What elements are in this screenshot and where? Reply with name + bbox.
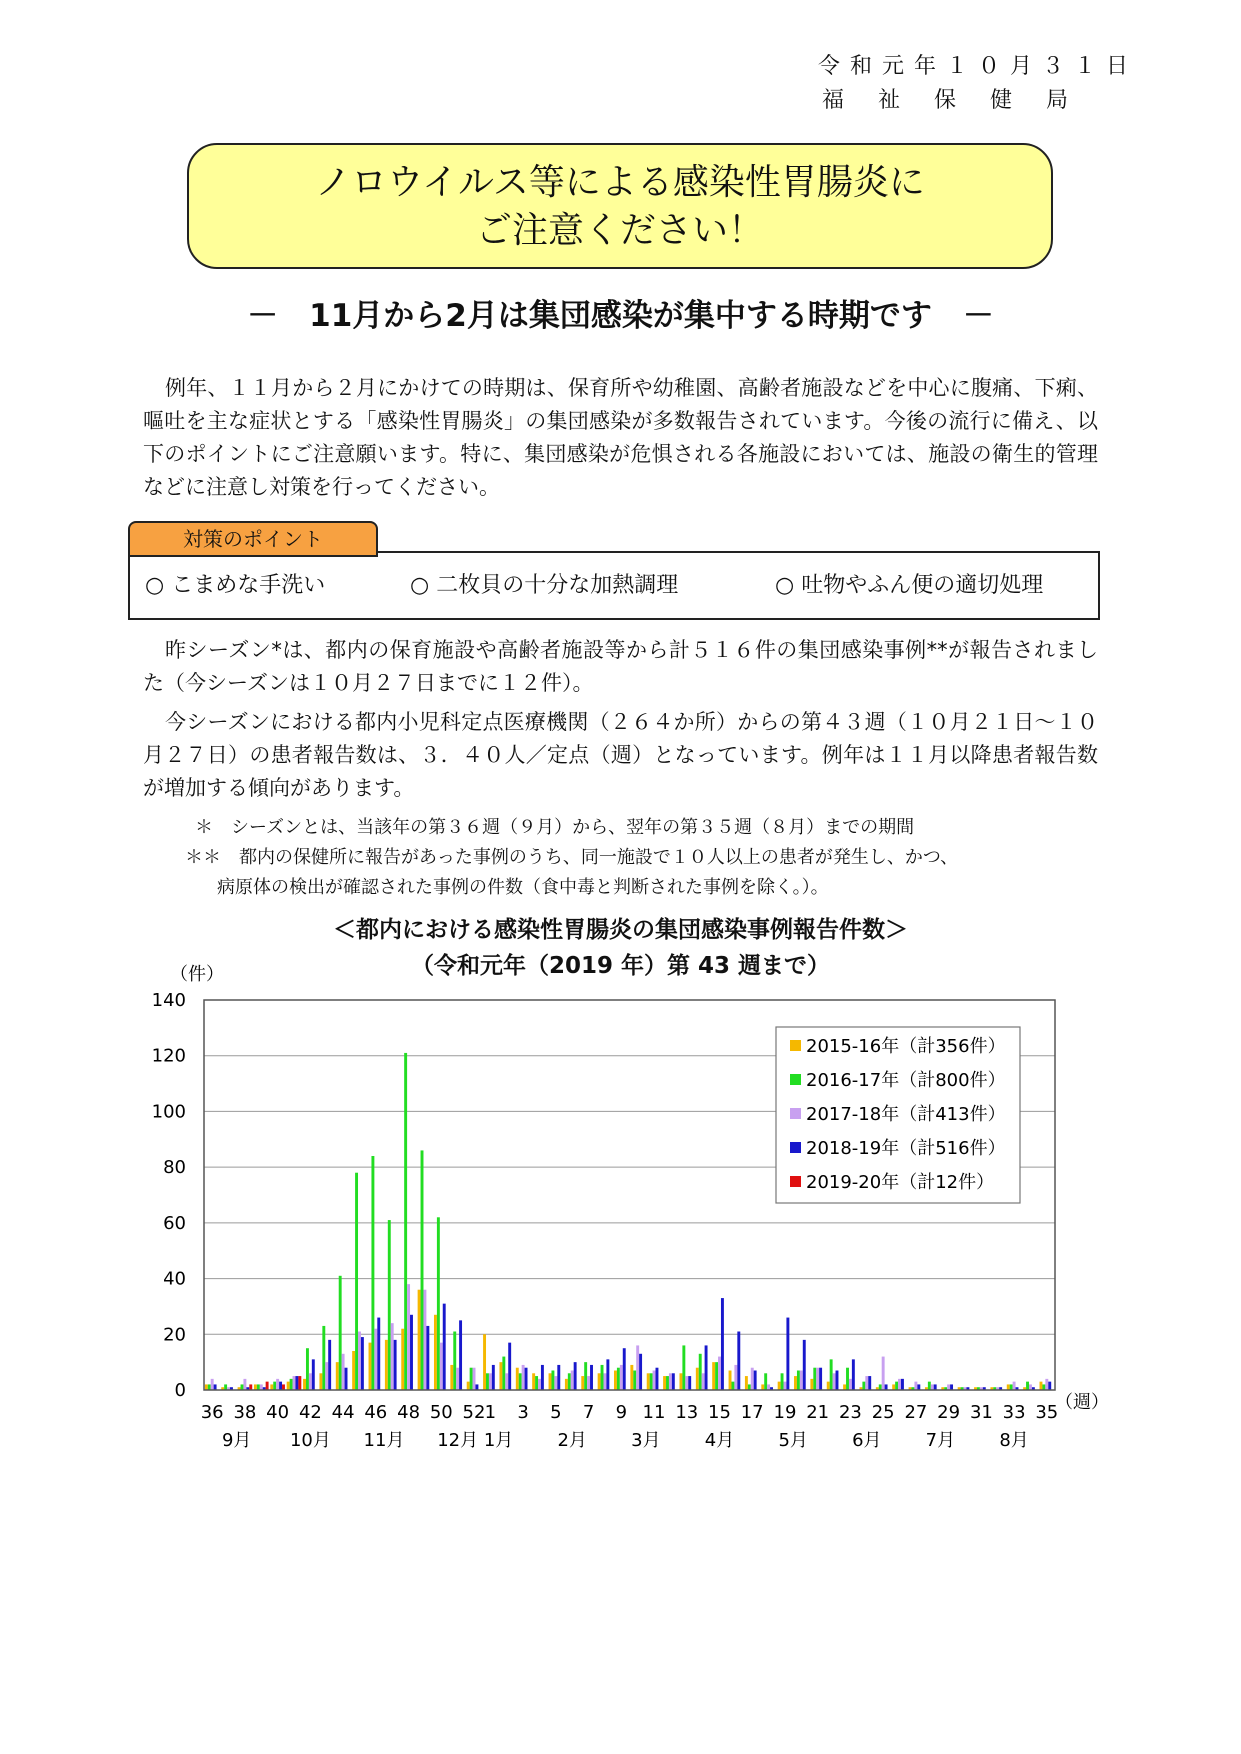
bar — [571, 1371, 574, 1391]
bar — [696, 1368, 699, 1390]
bar — [895, 1382, 898, 1390]
x-tick-label: 1 — [484, 1402, 497, 1423]
bar — [443, 1304, 446, 1390]
bar — [672, 1373, 675, 1390]
title-line-1: ノロウイルス等による感染性胃腸炎に — [315, 162, 925, 203]
bar — [426, 1326, 429, 1390]
bar — [786, 1318, 789, 1390]
bar — [298, 1376, 301, 1390]
bar — [745, 1376, 748, 1390]
x-tick-label: 48 — [397, 1402, 421, 1423]
bar — [721, 1298, 724, 1390]
bar — [892, 1384, 895, 1390]
x-tick-label: 42 — [298, 1402, 322, 1423]
bar — [492, 1365, 495, 1390]
x-tick-label: 23 — [838, 1402, 862, 1423]
bar — [590, 1365, 593, 1390]
bar — [388, 1220, 391, 1390]
bar — [737, 1332, 740, 1391]
department-name: 福祉保健局 — [822, 88, 1103, 113]
y-tick-label: 80 — [163, 1157, 186, 1179]
bar — [748, 1384, 751, 1390]
bar — [617, 1368, 620, 1390]
bar — [568, 1373, 571, 1390]
legend-swatch — [790, 1176, 801, 1187]
bar — [761, 1384, 764, 1390]
bar — [1042, 1384, 1045, 1390]
bar — [473, 1368, 476, 1390]
legend — [776, 1027, 1020, 1203]
bar — [394, 1340, 397, 1390]
current-season-paragraph: 今シーズンにおける都内小児科定点医療機関（２６４か所）からの第４３週（１０月２１日～１０月２７日）の患者報告数は、３．４０人／定点（週）となっています。例年は１１月以降患者報告数が増加する傾向があります。 — [143, 710, 1098, 800]
legend-entry: 2019-20年（計12件） — [806, 1172, 995, 1193]
bar — [614, 1371, 617, 1391]
bar — [249, 1384, 252, 1390]
issue-date: 令和元年１０月３１日 — [818, 54, 1139, 79]
bar — [685, 1376, 688, 1390]
bar — [374, 1329, 377, 1390]
bar — [865, 1376, 868, 1390]
bar — [699, 1354, 702, 1390]
bar — [385, 1340, 388, 1390]
bar — [224, 1384, 227, 1390]
bar — [287, 1382, 290, 1390]
month-label: 9月 — [221, 1430, 252, 1451]
bar — [475, 1384, 478, 1390]
x-tick-label: 35 — [1035, 1402, 1059, 1423]
bar — [879, 1384, 882, 1390]
bar — [205, 1384, 208, 1390]
bar — [868, 1376, 871, 1390]
bar — [852, 1359, 855, 1390]
points-label: 対策のポイント — [128, 521, 378, 557]
month-label: 3月 — [631, 1430, 661, 1451]
bar — [522, 1365, 525, 1390]
bar — [882, 1357, 885, 1390]
bar — [519, 1373, 522, 1390]
bar — [295, 1376, 298, 1390]
bar — [784, 1382, 787, 1390]
bar — [319, 1373, 322, 1390]
bar — [1048, 1382, 1051, 1390]
x-tick-label: 17 — [740, 1402, 764, 1423]
bar — [282, 1384, 285, 1390]
x-tick-label: 21 — [806, 1402, 830, 1423]
bar — [574, 1362, 577, 1390]
x-tick-label: 52 — [462, 1402, 486, 1423]
x-axis-unit: （週） — [1055, 1392, 1109, 1413]
bar — [322, 1326, 325, 1390]
bar — [810, 1379, 813, 1390]
last-season-paragraph: 昨シーズン*は、都内の保育施設や高齢者施設等から計５１６件の集団感染事例**が報告されました（今シーズンは１０月２７日までに１２件）。 — [143, 638, 1098, 695]
bar — [404, 1053, 407, 1390]
bar — [819, 1368, 822, 1390]
bar — [934, 1384, 937, 1390]
bar — [885, 1384, 888, 1390]
x-tick-label: 36 — [200, 1402, 224, 1423]
bar — [290, 1379, 293, 1390]
x-tick-label: 13 — [675, 1402, 699, 1423]
bar — [603, 1373, 606, 1390]
bar — [584, 1362, 587, 1390]
bar — [729, 1371, 732, 1391]
legend-entry: 2015-16年（計356件） — [806, 1036, 1006, 1057]
month-label: 10月 — [289, 1430, 331, 1451]
bar — [453, 1332, 456, 1391]
bar-chart — [0, 960, 1241, 1460]
bar — [731, 1382, 734, 1390]
bar — [767, 1384, 770, 1390]
bar — [647, 1373, 650, 1390]
bar — [339, 1276, 342, 1390]
bar — [437, 1217, 440, 1390]
x-tick-label: 11 — [642, 1402, 666, 1423]
title-box — [187, 143, 1053, 269]
month-label: 8月 — [999, 1430, 1029, 1451]
bar — [214, 1384, 217, 1390]
bar — [764, 1373, 767, 1390]
bar — [369, 1343, 372, 1390]
y-tick-label: 20 — [163, 1324, 186, 1346]
month-label: 6月 — [852, 1430, 882, 1451]
bar — [470, 1368, 473, 1390]
bar — [653, 1371, 656, 1391]
bar — [345, 1368, 348, 1390]
bar — [1045, 1379, 1048, 1390]
y-axis-unit: （件） — [170, 964, 224, 985]
bar — [718, 1357, 721, 1390]
title-line-2: ご注意ください！ — [475, 210, 764, 251]
bar — [778, 1382, 781, 1390]
point-shellfish: ○ 二枚貝の十分な加熱調理 — [410, 573, 679, 598]
bar — [836, 1371, 839, 1391]
bar — [650, 1373, 653, 1390]
bar — [211, 1379, 214, 1390]
bar — [901, 1379, 904, 1390]
legend-swatch — [790, 1142, 801, 1153]
bar — [279, 1382, 282, 1390]
bar — [663, 1376, 666, 1390]
x-tick-label: 15 — [708, 1402, 731, 1423]
bar — [516, 1368, 519, 1390]
y-tick-label: 60 — [163, 1212, 186, 1234]
bar — [505, 1373, 508, 1390]
bar — [456, 1368, 459, 1390]
bar — [434, 1315, 437, 1390]
month-label: 2月 — [557, 1430, 587, 1451]
bar — [751, 1368, 754, 1390]
bar — [833, 1373, 836, 1390]
bar — [800, 1371, 803, 1391]
bar — [535, 1376, 538, 1390]
bar — [361, 1337, 364, 1390]
bar — [581, 1376, 584, 1390]
bar — [467, 1382, 470, 1390]
bar — [606, 1359, 609, 1390]
bar — [243, 1379, 246, 1390]
bar — [797, 1371, 800, 1391]
note-cases-1: ＊＊ 都内の保健所に報告があった事例のうち、同一施設で１０人以上の患者が発生し、かつ、 — [185, 847, 959, 868]
x-tick-label: 29 — [937, 1402, 961, 1423]
bar — [849, 1379, 852, 1390]
bar — [633, 1371, 636, 1391]
bar — [557, 1365, 560, 1390]
bar — [702, 1373, 705, 1390]
month-label: 12月 — [437, 1430, 479, 1451]
bar — [928, 1382, 931, 1390]
bar — [459, 1320, 462, 1390]
bar — [587, 1376, 590, 1390]
bar — [781, 1373, 784, 1390]
bar — [554, 1376, 557, 1390]
point-handwashing: ○ こまめな手洗い — [145, 573, 326, 598]
bar — [541, 1365, 544, 1390]
bar — [303, 1379, 306, 1390]
bar — [669, 1373, 672, 1390]
bar — [598, 1373, 601, 1390]
bar — [377, 1318, 380, 1390]
bar — [551, 1371, 554, 1391]
bar — [525, 1368, 528, 1390]
bar — [254, 1384, 257, 1390]
bar — [208, 1384, 211, 1390]
bar — [440, 1343, 443, 1390]
bar — [1040, 1382, 1043, 1390]
bar — [423, 1290, 426, 1390]
bar — [355, 1173, 358, 1390]
bar — [830, 1359, 833, 1390]
bar — [309, 1373, 312, 1390]
month-labels — [222, 1430, 1029, 1451]
x-tick-label: 9 — [615, 1402, 628, 1423]
bar — [688, 1376, 691, 1390]
bar — [410, 1315, 413, 1390]
point-vomit-disposal: ○ 吐物やふん便の適切処理 — [775, 573, 1044, 598]
bar — [418, 1290, 421, 1390]
bar — [358, 1332, 361, 1391]
bar — [549, 1373, 552, 1390]
bar — [914, 1382, 917, 1390]
bar — [391, 1323, 394, 1390]
bar — [705, 1345, 708, 1390]
x-tick-label: 25 — [871, 1402, 895, 1423]
bar — [666, 1376, 669, 1390]
bar — [754, 1371, 757, 1391]
bar — [306, 1348, 309, 1390]
chart-subtitle: （令和元年（2019 年）第 43 週まで） — [410, 953, 831, 979]
bar — [325, 1362, 328, 1390]
subtitle: － 11月から2月は集団感染が集中する時期です － — [247, 298, 994, 334]
x-tick-label: 3 — [517, 1402, 529, 1423]
y-tick-label: 40 — [163, 1268, 186, 1290]
bar — [601, 1365, 604, 1390]
x-tick-label: 5 — [550, 1402, 562, 1423]
bar — [712, 1362, 715, 1390]
bar — [1029, 1384, 1032, 1390]
bar — [483, 1334, 486, 1390]
bar — [639, 1354, 642, 1390]
bar — [499, 1362, 502, 1390]
bar — [328, 1340, 331, 1390]
bar — [489, 1373, 492, 1390]
bar — [407, 1284, 410, 1390]
x-tick-label: 50 — [429, 1402, 453, 1423]
y-tick-labels — [152, 990, 186, 1401]
month-label: 4月 — [704, 1430, 735, 1451]
bar — [636, 1345, 639, 1390]
bar — [623, 1348, 626, 1390]
bar — [620, 1365, 623, 1390]
bar — [931, 1384, 934, 1390]
note-season: ＊ シーズンとは、当該年の第３６週（９月）から、翌年の第３５週（８月）までの期間 — [195, 817, 915, 838]
bar — [538, 1379, 541, 1390]
bar — [862, 1382, 865, 1390]
bar — [734, 1365, 737, 1390]
legend-entry: 2017-18年（計413件） — [806, 1104, 1006, 1125]
bar — [947, 1384, 950, 1390]
bar — [257, 1384, 260, 1390]
bar — [276, 1379, 279, 1390]
bar — [312, 1359, 315, 1390]
bar — [679, 1373, 682, 1390]
bar — [630, 1365, 633, 1390]
month-label: 5月 — [778, 1430, 808, 1451]
bar — [532, 1373, 535, 1390]
legend-swatch — [790, 1108, 801, 1119]
y-tick-label: 140 — [151, 990, 186, 1011]
x-tick-label: 44 — [331, 1402, 355, 1423]
x-tick-label: 46 — [364, 1402, 388, 1423]
month-label: 7月 — [925, 1430, 956, 1451]
x-tick-label: 7 — [582, 1402, 595, 1423]
bar — [1007, 1384, 1010, 1390]
y-tick-label: 120 — [151, 1045, 186, 1067]
y-tick-label: 100 — [151, 1101, 186, 1123]
chart-title: ＜都内における感染性胃腸炎の集団感染事例報告件数＞ — [333, 917, 908, 943]
legend-swatch — [790, 1040, 801, 1051]
x-tick-label: 38 — [233, 1402, 257, 1423]
bar — [898, 1379, 901, 1390]
note-cases-2: 病原体の検出が確認された事例の件数（食中毒と判断された事例を除く。）。 — [217, 877, 829, 898]
bar — [917, 1384, 920, 1390]
x-tick-label: 27 — [904, 1402, 928, 1423]
bar — [293, 1376, 296, 1390]
bar — [342, 1354, 345, 1390]
month-label: 1月 — [483, 1430, 514, 1451]
bar — [656, 1368, 659, 1390]
bar — [371, 1156, 374, 1390]
bar — [401, 1329, 404, 1390]
bar — [486, 1373, 489, 1390]
x-tick-label: 19 — [773, 1402, 797, 1423]
bar — [450, 1365, 453, 1390]
bar — [260, 1384, 263, 1390]
bar — [816, 1368, 819, 1390]
bar — [502, 1357, 505, 1390]
bar — [794, 1376, 797, 1390]
x-tick-labels — [201, 1402, 1059, 1423]
bar — [336, 1362, 339, 1390]
bar — [1013, 1382, 1016, 1390]
bar — [421, 1150, 424, 1390]
month-label: 11月 — [363, 1430, 405, 1451]
bar — [273, 1382, 276, 1390]
bar — [508, 1343, 511, 1390]
x-tick-label: 40 — [266, 1402, 290, 1423]
x-tick-label: 31 — [969, 1402, 993, 1423]
y-tick-label: 0 — [174, 1380, 186, 1401]
bar — [270, 1384, 273, 1390]
bar — [803, 1340, 806, 1390]
bar — [241, 1384, 244, 1390]
legend-entry: 2016-17年（計800件） — [806, 1070, 1006, 1091]
bar — [950, 1384, 953, 1390]
bar — [565, 1379, 568, 1390]
bar — [1010, 1384, 1013, 1390]
bar — [813, 1368, 816, 1390]
legend-entry: 2018-19年（計516件） — [806, 1138, 1006, 1159]
bar — [843, 1384, 846, 1390]
bar — [827, 1382, 830, 1390]
x-tick-label: 33 — [1002, 1402, 1026, 1423]
bar — [266, 1382, 269, 1390]
bar — [715, 1362, 718, 1390]
bar — [1026, 1382, 1029, 1390]
intro-paragraph: 例年、１１月から２月にかけての時期は、保育所や幼稚園、高齢者施設などを中心に腹痛、下痢、嘔吐を主な症状とする「感染性胃腸炎」の集団感染が多数報告されています。今後の流行に備え、以下のポイントにご注意願います。特に、集団感染が危惧される各施設においては、施設の衛生的管理などに注意し対策を行ってください。 — [143, 376, 1098, 499]
bar — [352, 1351, 355, 1390]
legend-swatch — [790, 1074, 801, 1085]
bar — [682, 1345, 685, 1390]
bar — [846, 1368, 849, 1390]
